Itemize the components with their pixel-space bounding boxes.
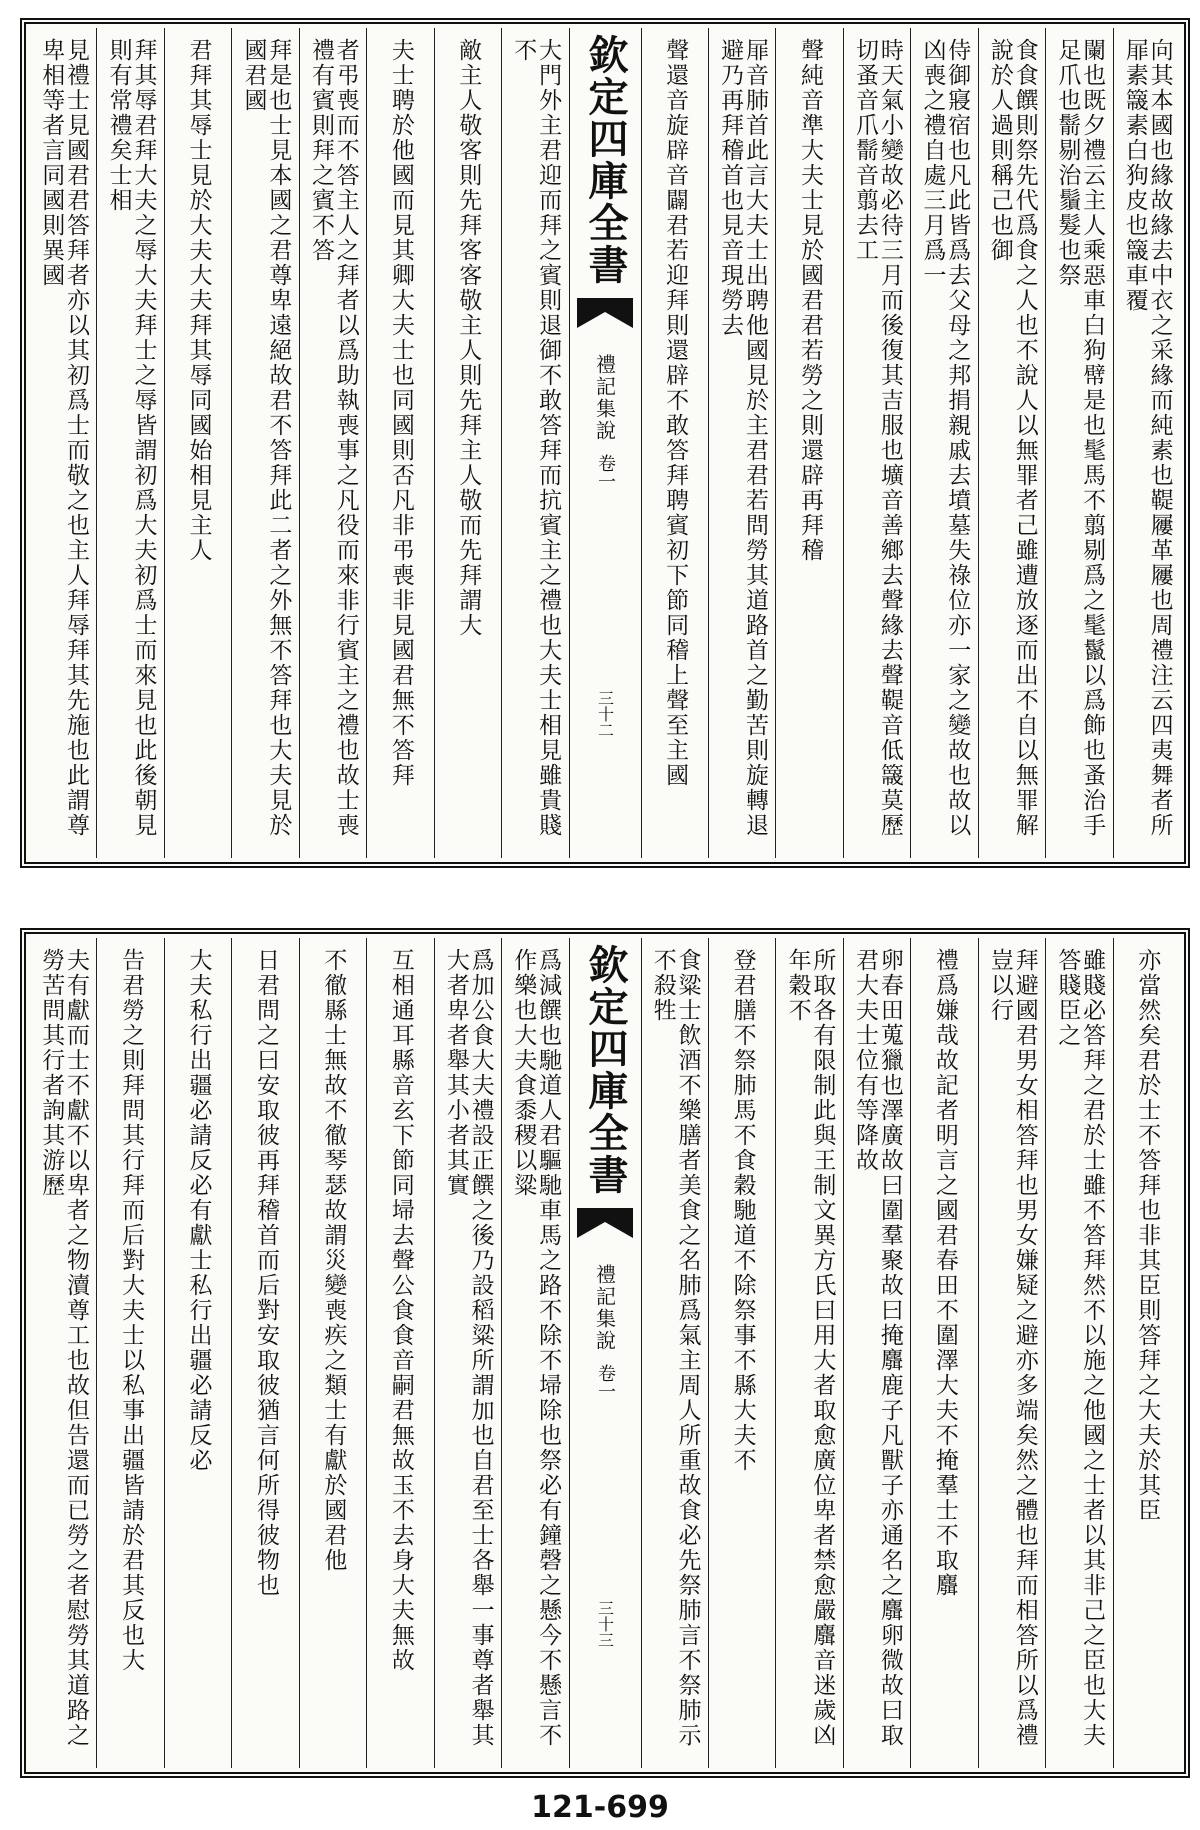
collection-title: 欽定四庫全書 (582, 944, 629, 1196)
text-column (843, 938, 910, 1768)
text-column (1113, 938, 1180, 1768)
column-text: 屝音肺首此言大夫士出聘他國見於主君君若問勞其道路首之勤苦則旋轉退避乃再拜稽首也見音現勞去 (717, 38, 768, 838)
text-column (501, 938, 568, 1768)
top-page (20, 18, 1190, 868)
text-column (501, 28, 568, 858)
leaf-number: 三十三 (595, 1600, 615, 1648)
column-text: 見禮士見國君君答拜者亦以其初爲士而敬之也主人拜辱拜其先施也此謂尊卑相等者言同國則異國 (38, 38, 90, 838)
text-column (775, 28, 842, 858)
text-column (434, 28, 501, 858)
text-column (1045, 28, 1112, 858)
column-text: 食粱士飲酒不樂膳者美食之名肺爲氣主周人所重故食必先祭肺言不祭肺示不殺牲 (649, 948, 701, 1748)
book-title: 禮記集說 (592, 354, 617, 442)
text-column (231, 938, 298, 1768)
volume-label: 卷一 (595, 454, 616, 490)
column-text: 日君問之曰安取彼再拜稽首而后對安取彼猶言何所得彼物也 (252, 948, 279, 1598)
text-column (164, 938, 231, 1768)
collection-title: 欽定四庫全書 (582, 34, 629, 286)
text-column (30, 28, 96, 858)
book-title: 禮記集說 (592, 1264, 617, 1352)
column-text: 聲純音準大夫士見於國君君若勞之則還辟再拜稽 (797, 38, 823, 563)
text-column (843, 28, 910, 858)
text-column (299, 938, 366, 1768)
column-text: 卵春田蒐獵也澤廣故曰圍羣聚故曰掩麛鹿子凡獸子亦通名之麛卵微故曰取君大夫士位有等降故 (852, 948, 903, 1748)
page-number: 121-699 (531, 1790, 669, 1825)
bottom-page-columns (30, 938, 1180, 1768)
bottom-page (20, 928, 1190, 1778)
column-text: 拜是也士見本國之君尊卑遠絕故君不答拜此二者之外無不答拜也大夫見於國君國 (240, 38, 292, 838)
text-column (641, 28, 708, 858)
column-text: 雖賤必答拜之君於士雖不答拜然不以施之他國之士者以其非己之臣也大夫答賤臣之 (1054, 948, 1106, 1748)
center-column (569, 28, 641, 858)
leaf-number: 三十二 (595, 690, 615, 738)
text-column (366, 28, 433, 858)
text-column (708, 28, 775, 858)
text-column (978, 938, 1045, 1768)
text-column (910, 938, 977, 1768)
column-text: 爲減饌也馳道人君驅馳車馬之路不除不埽除也祭必有鐘磬之懸今不懸言不作樂也大夫食黍稷以粱 (510, 948, 562, 1748)
column-text: 闌也既夕禮云主人乘惡車白狗幦是也髦馬不翦剔爲之髦鬣以爲飾也蚤治手足爪也鬋剔治鬚髮也祭 (1054, 38, 1106, 838)
column-text: 夫士聘於他國而見其卿大夫士也同國則否凡非弔喪非見國君無不答拜 (387, 38, 414, 788)
column-text: 不徹縣士無故不徹琴瑟故謂災變喪疾之類士有獻於國君他 (320, 948, 347, 1573)
column-text: 爲加公食大夫禮設正饌之後乃設稻粱所謂加也自君至士各舉一事尊者舉其大者卑者舉其小者其實 (442, 948, 494, 1748)
text-column (434, 938, 501, 1768)
column-text: 侍御寢宿也凡此皆爲去父母之邦捐親戚去墳墓失祿位亦一家之變故也故以凶喪之禮自處三月爲一 (919, 38, 971, 838)
column-text: 時天氣小變故必待三月而後復其吉服也壙音善鄉去聲緣去聲鞮音低簚莫歷切蚤音爪鬋音翦去工 (852, 38, 903, 838)
column-text: 者弔喪而不答主人之拜者以爲助執喪事之凡役而來非行賓主之禮也故士喪禮有賓則拜之賓不答 (307, 38, 359, 838)
text-column (910, 28, 977, 858)
column-text: 聲還音旋辟音闢君若迎拜則還辟不敢答拜聘賓初下節同稽上聲至主國 (662, 38, 689, 788)
column-text: 拜避國君男女相答拜也男女嫌疑之避亦多端矣然之體也拜而相答所以爲禮豈以行 (986, 948, 1038, 1748)
column-text: 食食饌則祭先代爲食之人也不說人以無罪者己雖遭放逐而出不自以無罪解說於人過則稱己也御 (986, 38, 1038, 838)
text-column (96, 938, 163, 1768)
fishtail-mark-icon (575, 1206, 635, 1240)
column-text: 互相通耳縣音玄下節同埽去聲公食食音嗣君無故玉不去身大夫無故 (387, 948, 414, 1673)
volume-label: 卷一 (595, 1364, 616, 1400)
text-column (775, 938, 842, 1768)
column-text: 大門外主君迎而拜之賓則退御不敢答拜而抗賓主之禮也大夫士相見雖貴賤不 (510, 38, 562, 838)
center-column (569, 938, 641, 1768)
text-column (1113, 28, 1180, 858)
text-column (164, 28, 231, 858)
text-column (299, 28, 366, 858)
text-column (708, 938, 775, 1768)
column-text: 拜其辱君拜大夫之辱大夫拜士之辱皆謂初爲大夫初爲士而來見也此後朝見則有常禮矣士相 (105, 38, 157, 838)
text-column (96, 28, 163, 858)
text-column (30, 938, 96, 1768)
column-text: 向其本國也緣故緣去中衣之采緣而純素也鞮屨革屨也周禮注云四夷舞者所屝素簚素白狗皮也簚車覆 (1121, 38, 1173, 838)
column-text: 君拜其辱士見於大夫大夫拜其辱同國始相見主人 (185, 38, 212, 563)
text-column (978, 28, 1045, 858)
column-text: 夫有獻而士不獻不以卑者之物瀆尊工也故但告還而已勞之者慰勞其道路之勞苦問其行者詢其游歷 (38, 948, 90, 1748)
text-column (1045, 938, 1112, 1768)
text-column (366, 938, 433, 1768)
top-page-columns (30, 28, 1180, 858)
column-text: 登君膳不祭肺馬不食穀馳道不除祭事不縣大夫不 (729, 948, 756, 1473)
column-text: 敵主人敬客則先拜客客敬主人則先拜主人敬而先拜謂大 (455, 38, 482, 638)
text-column (641, 938, 708, 1768)
column-text: 告君勞之則拜問其行拜而后對大夫士以私事出疆皆請於君其反也大 (118, 948, 145, 1673)
column-text: 大夫私行出疆必請反必有獻士私行出疆必請反必 (185, 948, 212, 1473)
column-text: 亦當然矣君於士不答拜也非其臣則答拜之大夫於其臣 (1134, 948, 1161, 1523)
fishtail-mark-icon (575, 296, 635, 330)
column-text: 所取各有限制此與王制文異方氏曰用大者取愈廣位卑者禁愈嚴麛音迷歲凶年穀不 (784, 948, 836, 1748)
text-column (231, 28, 298, 858)
column-text: 禮爲嫌哉故記者明言之國君春田不圍澤大夫不掩羣士不取麛 (931, 948, 958, 1598)
